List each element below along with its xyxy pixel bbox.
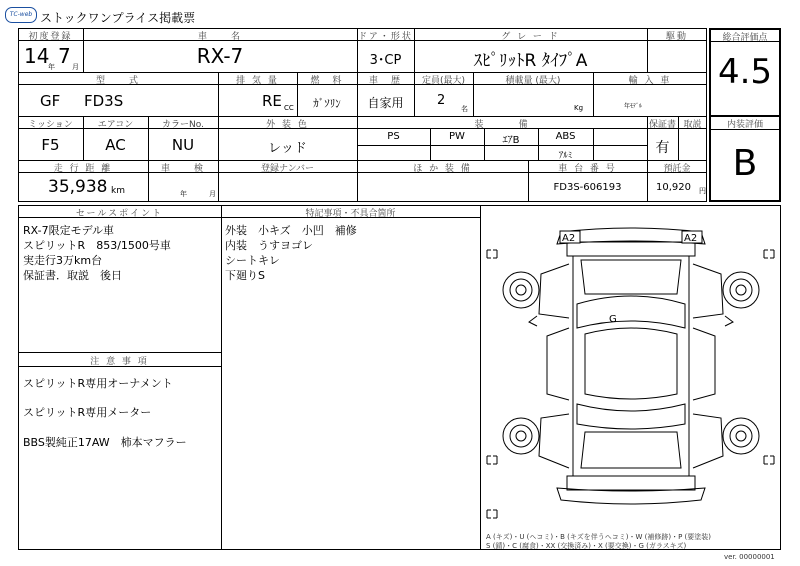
label-exterior-color: 外 装 色: [266, 120, 309, 130]
label-interior-score: 内装評価: [726, 120, 763, 130]
damage-mark: G: [609, 314, 617, 325]
label-cautions: 注 意 事 項: [90, 357, 149, 367]
sales-point-line: 保証書．取説 後日: [23, 269, 122, 282]
inspection-month-unit: 月: [209, 190, 216, 198]
load-unit: Kg: [574, 104, 584, 112]
legend-line: S (錆)・C (腐食)・XX (交換済み)・X (要交換)・G (ガラスキズ): [486, 542, 687, 550]
label-mileage: 走 行 距 離: [53, 164, 113, 174]
caution-line: スピリットR専用オーナメント: [23, 377, 173, 390]
capacity: 2: [437, 93, 446, 108]
note-line: 下廻りS: [225, 269, 265, 282]
deposit: 10,920: [656, 182, 691, 193]
displacement-unit: CC: [284, 104, 294, 112]
label-capacity: 定員(最大): [421, 76, 466, 86]
import-model-year: 年ﾓﾃﾞﾙ: [624, 103, 643, 110]
label-car-name: 車 名: [197, 32, 242, 42]
label-chassis: 車 台 番 号: [558, 164, 617, 174]
label-model: 型 式: [95, 76, 140, 86]
label-displacement: 排 気 量: [236, 76, 279, 86]
equip-airbag: ｴｱB: [502, 135, 520, 146]
label-deposit: 預託金: [663, 164, 691, 174]
label-plate: 登録ナンバー: [261, 164, 314, 174]
tc-web-logo: TC-web: [5, 7, 37, 23]
registration-month: 7: [58, 44, 71, 68]
deposit-unit: 円: [699, 187, 706, 195]
warranty: 有: [655, 140, 670, 156]
grade: ｽﾋﾟﾘｯﾄR ﾀｲﾌﾟA: [473, 51, 588, 71]
label-color-no: カラーNo.: [162, 120, 204, 130]
interior-score: B: [732, 143, 758, 184]
mileage: 35,938: [48, 177, 108, 197]
equip-alloy: ｱﾙﾐ: [558, 151, 573, 161]
label-grade: グ レ ー ド: [501, 32, 560, 42]
damage-mark: A2: [562, 233, 576, 244]
history: 自家用: [367, 96, 404, 110]
label-notes: 特記事項・不具合箇所: [305, 209, 396, 219]
note-line: 内装 うすヨゴレ: [225, 239, 313, 252]
aircon: AC: [105, 136, 126, 154]
label-history: 車 歴: [368, 76, 402, 86]
equip-pw: PW: [449, 131, 465, 142]
note-line: 外装 小キズ 小凹 補修: [225, 224, 357, 237]
registration-year: 14: [24, 44, 50, 68]
chassis-number: FD3S-606193: [553, 182, 622, 193]
sales-point-line: スピリットR 853/1500号車: [23, 239, 171, 252]
sales-point-line: RX-7限定モデル車: [23, 224, 115, 237]
capacity-unit: 名: [461, 105, 468, 113]
label-import: 輸 入 車: [628, 76, 672, 86]
displacement: RE: [262, 92, 282, 110]
label-inspection: 車 検: [160, 164, 205, 174]
transmission: F5: [41, 136, 60, 154]
label-total-score: 総合評価点: [722, 33, 768, 43]
legend-line: A (キズ)・U (ヘコミ)・B (キズを伴うヘコミ)・W (補修跡)・P (要塗装): [486, 533, 712, 541]
label-first-registration: 初度登録: [28, 32, 73, 42]
label-manual: 取説: [683, 120, 702, 130]
car-damage-diagram: [481, 218, 780, 530]
label-equipment: 装 備: [474, 120, 530, 130]
note-line: シートキレ: [225, 254, 280, 267]
exterior-color: レッド: [268, 141, 307, 156]
damage-mark: A2: [684, 233, 698, 244]
mileage-unit: km: [111, 186, 125, 196]
month-unit: 月: [72, 63, 79, 71]
equip-abs: ABS: [555, 131, 576, 142]
model-code: FD3S: [84, 92, 124, 110]
label-transmission: ミッション: [28, 120, 73, 130]
door-shape: 3･CP: [369, 53, 402, 68]
model-prefix: GF: [40, 92, 61, 110]
inspection-year-unit: 年: [180, 190, 187, 198]
total-score: 4.5: [717, 52, 773, 92]
label-other-equipment: ほ か 装 備: [413, 164, 472, 174]
form-title: ストックワンプライス掲載票: [40, 11, 196, 25]
color-no: NU: [171, 136, 195, 154]
label-door-shape: ドア・形状: [358, 32, 413, 42]
caution-line: BBS製純正17AW 柿本マフラー: [23, 436, 187, 449]
fuel: ｶﾞｿﾘﾝ: [313, 97, 341, 110]
label-load: 積載量 (最大): [505, 76, 561, 86]
label-fuel: 燃 料: [310, 76, 344, 86]
label-sales-points: セールスポイント: [75, 209, 164, 219]
label-drive: 駆動: [665, 32, 688, 42]
version-label: ver. 00000001: [724, 553, 775, 561]
label-aircon: エアコン: [97, 120, 134, 130]
caution-line: スピリットR専用メーター: [23, 406, 152, 419]
equip-ps: PS: [387, 131, 400, 142]
car-name: RX-7: [196, 44, 244, 68]
year-unit: 年: [48, 63, 55, 71]
sales-point-line: 実走行3万km台: [23, 254, 103, 267]
label-warranty: 保証書: [648, 120, 676, 130]
